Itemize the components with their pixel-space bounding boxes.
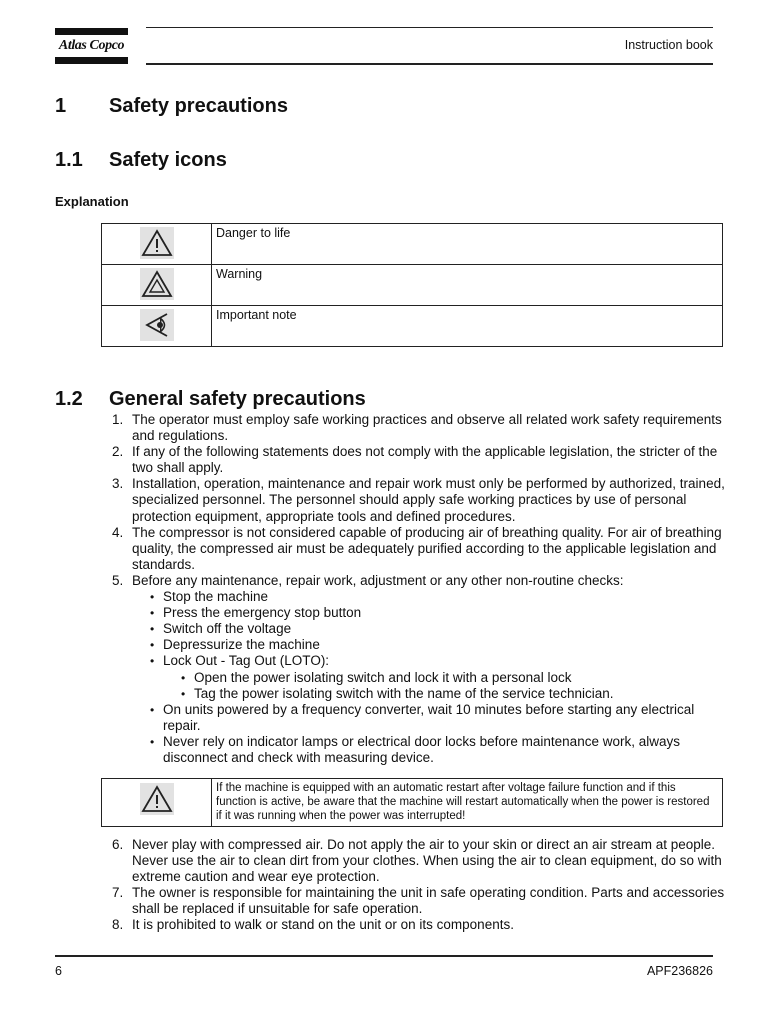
note-text: If the machine is equipped with an automatic restart after voltage failure function and if this function is active, be aware that the machine will restart automatically when the power is restored if it was running when the power was interrupted! xyxy=(212,779,723,827)
bullet-text: Depressurize the machine xyxy=(163,637,320,653)
bullet-dot-icon: • xyxy=(150,622,155,637)
bullet-dot-icon: • xyxy=(150,590,155,605)
table-row xyxy=(102,779,723,827)
document-type: Instruction book xyxy=(624,38,713,52)
section-1-2-number: 1.2 xyxy=(55,388,83,410)
bullet-dot-icon: • xyxy=(150,702,155,717)
bullet-text: Press the emergency stop button xyxy=(163,605,362,621)
list-item xyxy=(55,573,725,589)
bullet-item xyxy=(55,734,725,766)
restart-warning-note xyxy=(101,778,723,827)
list-item-number: 4. xyxy=(112,524,124,540)
list-item xyxy=(55,525,725,573)
table-row xyxy=(102,306,723,347)
bullet-text: Lock Out - Tag Out (LOTO): xyxy=(163,653,330,669)
list-item-number: 7. xyxy=(112,885,124,901)
list-item-text: Never play with compressed air. Do not apply the air to your skin or direct an air stream at people. Never use the air to clean dirt from your clothes. When using the air to clean equipment, do so with extreme caution and wear eye protection. xyxy=(132,837,722,885)
bullet-text: Never rely on indicator lamps or electrical door locks before maintenance work, always disconnect and check with measuring device. xyxy=(163,733,680,765)
footer-rule xyxy=(55,955,713,957)
bullet-dot-icon: • xyxy=(181,670,186,685)
icon-label-note: Important note xyxy=(212,306,723,347)
warning-triangle-icon xyxy=(140,268,174,300)
section-1-2-title: General safety precautions xyxy=(109,388,366,410)
sub-bullet-item xyxy=(55,686,725,702)
eye-note-icon xyxy=(140,309,174,341)
table-row xyxy=(102,224,723,265)
bullet-dot-icon: • xyxy=(150,638,155,653)
bullet-text: Stop the machine xyxy=(163,589,269,605)
bullet-item xyxy=(55,702,725,734)
page-number: 6 xyxy=(55,964,62,978)
list-item xyxy=(55,444,725,476)
list-item-text: Before any maintenance, repair work, adjustment or any other non-routine checks: xyxy=(132,572,624,588)
danger-triangle-icon xyxy=(140,783,174,815)
danger-triangle-icon xyxy=(140,227,174,259)
sub-bullet-text: Tag the power isolating switch with the name of the service technician. xyxy=(194,685,614,701)
sub-bullet-item xyxy=(55,670,725,686)
sub-bullet-text: Open the power isolating switch and lock it with a personal lock xyxy=(194,669,572,685)
section-1-title: Safety precautions xyxy=(109,95,288,117)
bullet-dot-icon: • xyxy=(150,606,155,621)
bullet-text: Switch off the voltage xyxy=(163,621,292,637)
list-item-number: 8. xyxy=(112,917,124,933)
bullet-item xyxy=(55,621,725,637)
header-rule-bottom xyxy=(146,63,713,65)
list-item-text: If any of the following statements does not comply with the applicable legislation, the stricter of the two shall apply. xyxy=(132,444,718,476)
list-item-number: 6. xyxy=(112,837,124,852)
list-item-text: It is prohibited to walk or stand on the unit or on its components. xyxy=(132,917,514,933)
bullet-dot-icon: • xyxy=(150,654,155,669)
list-item-number: 1. xyxy=(112,412,124,427)
list-item xyxy=(55,476,725,524)
bullet-item xyxy=(55,653,725,669)
icon-label-danger: Danger to life xyxy=(212,224,723,265)
bullet-dot-icon: • xyxy=(181,686,186,701)
list-item-text: The compressor is not considered capable of producing air of breathing quality. For air of breathing quality, the compressed air must be adequately purified according to the applicable legislation and standards. xyxy=(132,524,722,572)
list-item-text: The owner is responsible for maintaining the unit in safe operating condition. Parts and accessories shall be replaced if unsuitable for safe operation. xyxy=(132,885,725,917)
list-item-text: Installation, operation, maintenance and repair work must only be performed by authorized, trained, specialized personnel. The personnel should apply safe working practices by use of personal protection equipment, appropriate tools and defined procedures. xyxy=(132,476,725,524)
document-id: APF236826 xyxy=(646,964,713,978)
precautions-list xyxy=(55,412,725,766)
list-item xyxy=(55,917,725,933)
logo-bar-top xyxy=(55,28,128,35)
section-1-1-title: Safety icons xyxy=(109,149,227,171)
atlas-copco-logo xyxy=(55,28,128,64)
section-1-number: 1 xyxy=(55,95,67,117)
section-1-1-number: 1.1 xyxy=(55,149,83,171)
bullet-item xyxy=(55,589,725,605)
list-item xyxy=(55,837,725,885)
safety-icons-table xyxy=(101,223,723,347)
icon-label-warning: Warning xyxy=(212,265,723,306)
precautions-list-continued xyxy=(55,837,725,934)
bullet-dot-icon: • xyxy=(150,734,155,749)
header-rule-top xyxy=(146,27,713,28)
bullet-text: On units powered by a frequency converter, wait 10 minutes before starting any electrical repair. xyxy=(163,701,695,733)
explanation-subheading: Explanation xyxy=(55,194,129,209)
list-item-number: 2. xyxy=(112,444,124,460)
table-row xyxy=(102,265,723,306)
logo-text: Atlas Copco xyxy=(58,38,125,53)
list-item xyxy=(55,412,725,444)
bullet-item xyxy=(55,605,725,621)
list-item-number: 5. xyxy=(112,572,124,588)
list-item-number: 3. xyxy=(112,476,124,492)
bullet-item xyxy=(55,637,725,653)
logo-bar-bottom xyxy=(55,57,128,64)
list-item xyxy=(55,885,725,917)
list-item-text: The operator must employ safe working practices and observe all related work safety requirements and regulations. xyxy=(132,412,722,444)
